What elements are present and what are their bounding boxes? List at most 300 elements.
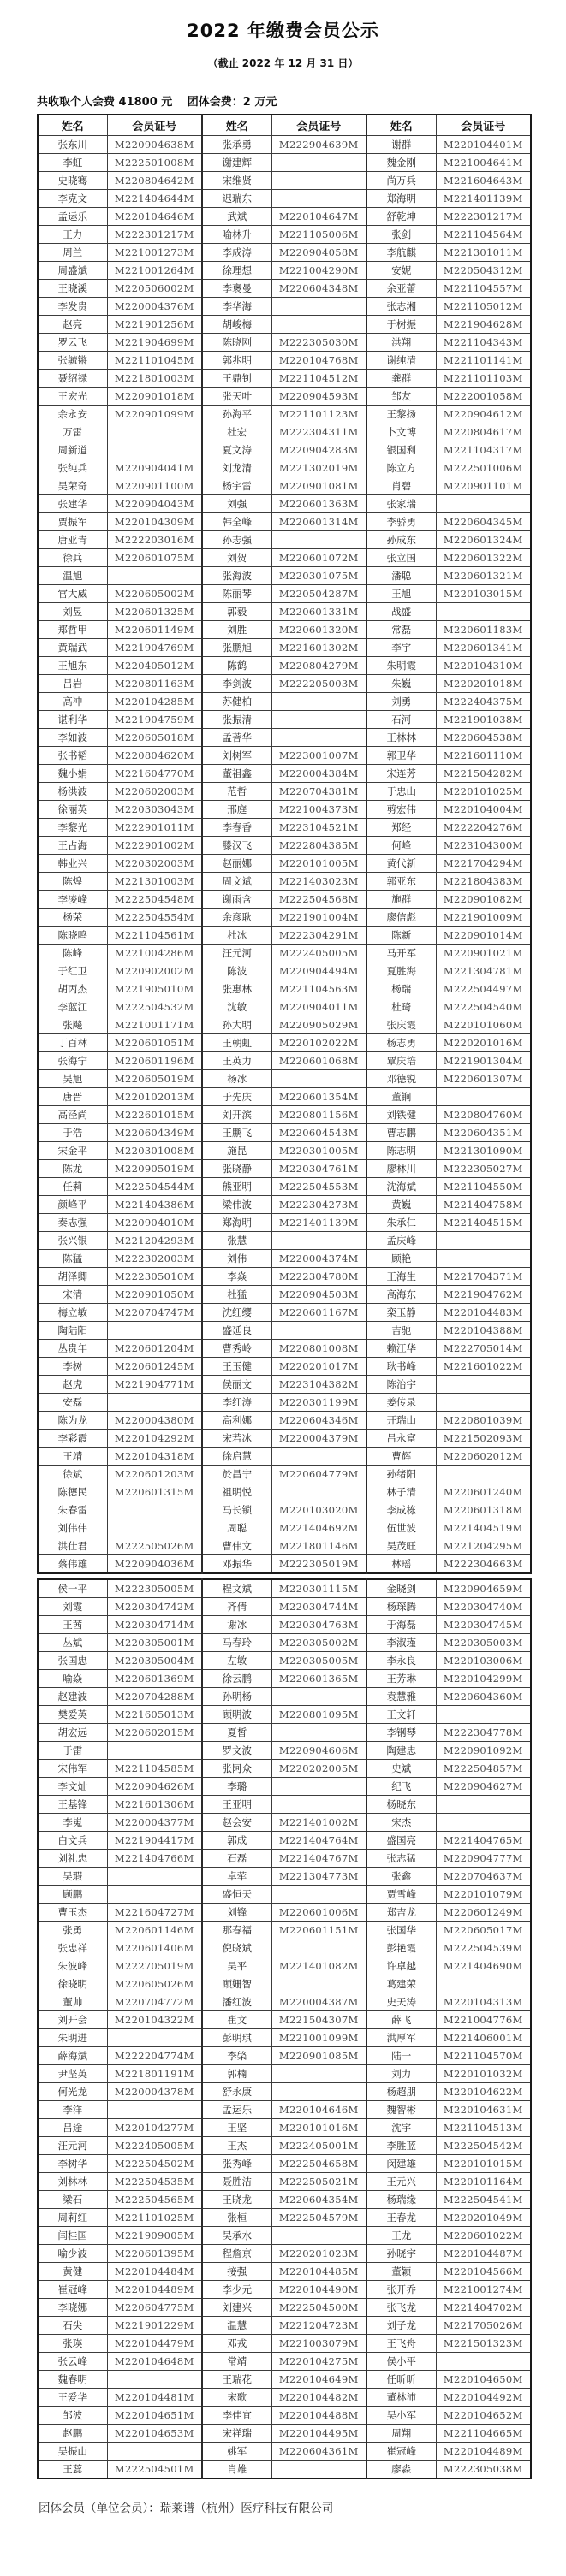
member-id-cell: M220804279M — [271, 657, 366, 675]
member-id-cell: M222901002M — [107, 837, 202, 855]
name-column-header: 姓名 — [202, 115, 271, 136]
member-row — [38, 729, 531, 747]
member-name-cell: 纪飞 — [366, 1778, 436, 1796]
member-name-cell: 张阿众 — [202, 1760, 271, 1778]
member-row — [38, 1706, 531, 1724]
member-name-cell: 张惠林 — [202, 980, 271, 998]
member-name-cell: 薛海斌 — [38, 2047, 107, 2065]
member-id-cell: M222504565M — [107, 2191, 202, 2209]
member-id-cell: M221404765M — [436, 1832, 531, 1850]
member-id-cell: M222204276M — [436, 819, 531, 837]
member-id-cell: M220601307M — [436, 1070, 531, 1088]
member-row — [38, 855, 531, 873]
member-name-cell: 王力 — [38, 226, 107, 244]
member-id-cell: M220604348M — [271, 280, 366, 298]
member-id-cell — [271, 531, 366, 549]
member-name-cell: 高海东 — [366, 1286, 436, 1304]
member-name-cell: 赵亮 — [38, 316, 107, 334]
member-name-cell: 吴小军 — [366, 2407, 436, 2425]
member-name-cell: 吕岩 — [38, 675, 107, 693]
member-name-cell: 徐理想 — [202, 262, 271, 280]
member-name-cell: 廖信彪 — [366, 909, 436, 927]
member-id-cell: M220101079M — [436, 1886, 531, 1904]
member-name-cell: 孟运乐 — [202, 2101, 271, 2119]
member-name-cell: 刘林林 — [38, 2173, 107, 2191]
member-id-cell: M220301075M — [271, 567, 366, 585]
member-name-cell: 盛延良 — [202, 1322, 271, 1340]
member-name-cell: 刘昱 — [38, 603, 107, 621]
member-name-cell: 王元兴 — [366, 2173, 436, 2191]
member-name-cell: 谢建辉 — [202, 154, 271, 172]
member-id-cell: M220804760M — [436, 1106, 531, 1124]
member-id-cell: M222505026M — [107, 1537, 202, 1555]
member-name-cell: 刘铁健 — [366, 1106, 436, 1124]
member-name-cell: 张振清 — [202, 711, 271, 729]
member-id-cell: M220604538M — [436, 729, 531, 747]
member-name-cell: 曹秀岭 — [202, 1340, 271, 1358]
member-name-cell: 张国华 — [366, 1922, 436, 1939]
member-id-cell: M222504568M — [271, 891, 366, 909]
member-row — [38, 2137, 531, 2155]
member-id-cell: M220905029M — [271, 1016, 366, 1034]
member-name-cell: 王蕊 — [38, 2461, 107, 2479]
member-id-cell: M222504500M — [271, 2299, 366, 2317]
member-name-cell: 陈晓鸣 — [38, 927, 107, 945]
member-name-cell: 顾艳 — [366, 1250, 436, 1268]
member-name-cell: 李成栋 — [366, 1501, 436, 1519]
member-name-cell: 赵会安 — [202, 1814, 271, 1832]
member-name-cell: 陈波 — [202, 962, 271, 980]
member-id-cell: M220104322M — [107, 2011, 202, 2029]
member-name-cell: 谢群 — [366, 136, 436, 154]
member-id-cell: M222504502M — [107, 2155, 202, 2173]
member-id-cell: M220601395M — [107, 2245, 202, 2263]
member-id-cell: M220102022M — [271, 1034, 366, 1052]
member-name-cell: 刘锋 — [202, 1904, 271, 1922]
member-name-cell: 郭亚东 — [366, 873, 436, 891]
member-id-cell: M220104479M — [107, 2335, 202, 2353]
member-row — [38, 1430, 531, 1448]
member-row — [38, 1868, 531, 1886]
member-id-cell: M220104646M — [107, 208, 202, 226]
member-name-cell: 林子清 — [366, 1483, 436, 1501]
member-name-cell: 沈红缨 — [202, 1304, 271, 1322]
member-name-cell: 齐倩 — [202, 1598, 271, 1616]
member-id-cell: M220804617M — [436, 423, 531, 441]
member-id-cell — [271, 1975, 366, 1993]
member-name-cell: 沈敏 — [202, 998, 271, 1016]
member-id-cell: M222504540M — [436, 998, 531, 1016]
member-name-cell: 蔡伟雄 — [38, 1555, 107, 1574]
member-id-cell: M220104490M — [271, 2281, 366, 2299]
member-id-cell: M220904494M — [271, 962, 366, 980]
member-id-cell: M221605013M — [107, 1706, 202, 1724]
member-name-cell: 魏小娟 — [38, 765, 107, 783]
member-name-cell: 张立国 — [366, 549, 436, 567]
member-id-cell: M221101141M — [436, 352, 531, 370]
member-row — [38, 1286, 531, 1304]
member-row — [38, 819, 531, 837]
member-name-cell: 王杰 — [202, 2137, 271, 2155]
member-id-cell: M220601068M — [271, 1052, 366, 1070]
member-name-cell: 姚军 — [202, 2443, 271, 2461]
member-id-cell: M220301005M — [271, 1142, 366, 1160]
member-name-cell: 武斌 — [202, 208, 271, 226]
member-id-cell: M220004378M — [107, 2083, 202, 2101]
member-row — [38, 747, 531, 765]
member-name-cell: 刘开会 — [38, 2011, 107, 2029]
member-row — [38, 2245, 531, 2263]
member-name-cell: 于雷 — [38, 1742, 107, 1760]
member-name-cell: 石河 — [366, 711, 436, 729]
member-name-cell: 于树振 — [366, 316, 436, 334]
member-id-cell: M220104492M — [436, 2389, 531, 2407]
member-name-cell: 任昕昕 — [366, 2371, 436, 2389]
member-row — [38, 2065, 531, 2083]
member-id-cell: M221101103M — [436, 370, 531, 388]
member-name-cell: 喻焱 — [38, 1670, 107, 1688]
member-id-cell: M220601318M — [436, 1501, 531, 1519]
member-row — [38, 136, 531, 154]
member-name-cell: 舒乾坤 — [366, 208, 436, 226]
member-name-cell: 谢雨含 — [202, 891, 271, 909]
member-id-cell: M221601306M — [107, 1796, 202, 1814]
member-name-cell: 胡丙杰 — [38, 980, 107, 998]
member-id-cell: M220304763M — [271, 1616, 366, 1634]
member-name-cell: 郑经 — [366, 819, 436, 837]
member-row — [38, 406, 531, 423]
member-id-cell: M220103006M — [436, 1652, 531, 1670]
member-id-cell: M220601051M — [107, 1034, 202, 1052]
member-name-cell: 秦志强 — [38, 1214, 107, 1232]
member-id-cell: M220901100M — [107, 477, 202, 495]
member-row — [38, 783, 531, 801]
member-id-cell — [271, 1796, 366, 1814]
member-name-cell: 邹波 — [38, 2407, 107, 2425]
member-name-cell: 史斌 — [366, 1760, 436, 1778]
member-id-cell: M221404766M — [107, 1850, 202, 1868]
member-name-cell: 张忠祥 — [38, 1939, 107, 1957]
member-name-cell: 祖明悦 — [202, 1483, 271, 1501]
member-row — [38, 1483, 531, 1501]
member-name-cell: 张晓静 — [202, 1160, 271, 1178]
member-table-2 — [37, 1578, 532, 2479]
member-name-cell: 龚群 — [366, 370, 436, 388]
member-name-cell: 李剑波 — [202, 675, 271, 693]
member-row — [38, 1832, 531, 1850]
member-id-cell: M221801191M — [107, 2065, 202, 2083]
member-id-cell: M220602012M — [436, 1448, 531, 1466]
member-id-cell — [436, 495, 531, 513]
member-id-cell: M220104484M — [107, 2263, 202, 2281]
member-id-cell: M221404515M — [436, 1214, 531, 1232]
member-id-cell: M222705014M — [436, 1340, 531, 1358]
member-id-cell: M220904638M — [107, 136, 202, 154]
member-id-cell: M222504535M — [107, 2173, 202, 2191]
member-name-cell: 杨志勇 — [366, 1034, 436, 1052]
member-name-cell: 陈龙 — [38, 1160, 107, 1178]
member-id-cell: M220604351M — [436, 1124, 531, 1142]
member-id-cell: M220304742M — [107, 1598, 202, 1616]
member-name-cell: 张勇 — [38, 1922, 107, 1939]
member-name-cell: 张志猛 — [366, 1850, 436, 1868]
member-name-cell: 宋连芳 — [366, 765, 436, 783]
member-id-cell: M220904010M — [107, 1214, 202, 1232]
member-id-cell: M220101015M — [436, 2155, 531, 2173]
member-row — [38, 2407, 531, 2425]
member-name-cell: 王芳琳 — [366, 1670, 436, 1688]
member-id-cell — [107, 423, 202, 441]
member-id-cell: M220704381M — [271, 783, 366, 801]
member-id-cell: M221904771M — [107, 1376, 202, 1394]
member-name-cell: 王龙 — [366, 2227, 436, 2245]
member-name-cell: 盛国亮 — [366, 1832, 436, 1850]
member-id-cell: M220604354M — [271, 2191, 366, 2209]
member-name-cell: 胡峻梅 — [202, 316, 271, 334]
member-id-cell: M222304663M — [436, 1555, 531, 1574]
member-id-cell: M221304781M — [436, 962, 531, 980]
member-name-cell: 王亚明 — [202, 1796, 271, 1814]
member-name-cell: 吉驰 — [366, 1322, 436, 1340]
member-id-cell: M222504544M — [107, 1178, 202, 1196]
member-id-cell: M223104300M — [436, 837, 531, 855]
member-name-cell: 聂绍禄 — [38, 370, 107, 388]
member-name-cell: 邓戎 — [202, 2335, 271, 2353]
member-id-cell: M220305002M — [271, 1634, 366, 1652]
member-name-cell: 夏胜海 — [366, 962, 436, 980]
member-id-cell — [436, 1466, 531, 1483]
member-row — [38, 513, 531, 531]
member-id-cell: M220605017M — [436, 1922, 531, 1939]
member-id-cell: M220104566M — [436, 2263, 531, 2281]
member-id-cell: M221604727M — [107, 1904, 202, 1922]
member-id-cell: M221104557M — [436, 280, 531, 298]
member-name-cell: 张书韬 — [38, 747, 107, 765]
member-id-cell: M220904036M — [107, 1555, 202, 1574]
member-name-cell: 温旭 — [38, 567, 107, 585]
member-id-cell: M221901304M — [436, 1052, 531, 1070]
member-id-cell: M220904606M — [271, 1742, 366, 1760]
member-id-cell: M221704371M — [436, 1268, 531, 1286]
member-id-cell: M221001274M — [436, 2281, 531, 2299]
member-id-cell: M223104382M — [271, 1376, 366, 1394]
member-id-cell: M220104652M — [436, 2407, 531, 2425]
member-id-cell: M221901004M — [271, 909, 366, 927]
member-row — [38, 1850, 531, 1868]
member-id-cell — [107, 2101, 202, 2119]
member-name-cell: 赖江华 — [366, 1340, 436, 1358]
member-name-cell: 张兴银 — [38, 1232, 107, 1250]
member-id-cell: M220601354M — [271, 1088, 366, 1106]
member-name-cell: 王鼎钊 — [202, 370, 271, 388]
member-id-cell: M220901018M — [107, 388, 202, 406]
member-name-cell: 魏春明 — [38, 2371, 107, 2389]
member-id-cell — [436, 1088, 531, 1106]
member-id-cell: M222305005M — [107, 1579, 202, 1598]
member-name-cell: 王林林 — [366, 729, 436, 747]
member-row — [38, 334, 531, 352]
member-id-column-header: 会员证号 — [271, 115, 366, 136]
member-row — [38, 2281, 531, 2299]
member-id-cell: M220601315M — [107, 1483, 202, 1501]
member-id-cell: M220104649M — [271, 2371, 366, 2389]
member-id-cell — [436, 1975, 531, 1993]
member-name-cell: 郭成 — [202, 1832, 271, 1850]
member-id-cell: M222504532M — [107, 998, 202, 1016]
member-name-cell: 王宏光 — [38, 388, 107, 406]
member-name-cell: 王晓溪 — [38, 280, 107, 298]
member-name-cell: 吴旭 — [38, 1070, 107, 1088]
member-name-cell: 刘建兴 — [202, 2299, 271, 2317]
member-name-cell: 罗文波 — [202, 1742, 271, 1760]
member-name-cell: 吕途 — [38, 2119, 107, 2137]
member-name-cell: 郭毅 — [202, 603, 271, 621]
member-row — [38, 1232, 531, 1250]
member-id-cell: M220305001M — [107, 1634, 202, 1652]
member-name-cell: 张鹏旭 — [202, 639, 271, 657]
member-id-cell: M220104487M — [436, 2245, 531, 2263]
member-id-cell: M220604346M — [271, 1412, 366, 1430]
member-id-cell: M220601406M — [107, 1939, 202, 1957]
member-row — [38, 765, 531, 783]
member-name-cell: 张庆霞 — [366, 1016, 436, 1034]
member-name-cell: 杨冰 — [202, 1070, 271, 1088]
member-name-cell: 马长锁 — [202, 1501, 271, 1519]
member-id-cell: M220104310M — [436, 657, 531, 675]
member-id-cell: M220904777M — [436, 1850, 531, 1868]
member-name-cell: 杨瑞 — [366, 980, 436, 998]
member-name-cell: 朱明霞 — [366, 657, 436, 675]
member-name-cell: 刘子龙 — [366, 2317, 436, 2335]
member-name-cell: 曹辉 — [366, 1448, 436, 1466]
member-name-cell: 孙志强 — [202, 531, 271, 549]
member-name-cell: 曹志鹏 — [366, 1124, 436, 1142]
member-id-cell: M221401082M — [271, 1957, 366, 1975]
member-name-cell: 陈志明 — [366, 1142, 436, 1160]
member-id-cell — [271, 172, 366, 190]
member-name-cell: 汪元河 — [38, 2137, 107, 2155]
member-name-cell: 王海生 — [366, 1268, 436, 1286]
member-row — [38, 1142, 531, 1160]
member-name-cell: 杜冰 — [202, 927, 271, 945]
member-id-cell: M220601245M — [107, 1358, 202, 1376]
member-name-cell: 尚万兵 — [366, 172, 436, 190]
member-name-cell: 黄瑞武 — [38, 639, 107, 657]
member-row — [38, 1322, 531, 1340]
member-row — [38, 1448, 531, 1466]
member-id-cell: M221105012M — [436, 298, 531, 316]
header-row — [38, 115, 531, 136]
member-name-cell: 王坚 — [202, 2119, 271, 2137]
member-id-cell: M220104488M — [271, 2407, 366, 2425]
member-row — [38, 1598, 531, 1616]
member-id-cell: M222205003M — [271, 675, 366, 693]
member-id-cell: M220004384M — [271, 765, 366, 783]
member-name-cell: 陈立方 — [366, 459, 436, 477]
member-id-cell: M220801008M — [271, 1340, 366, 1358]
member-name-cell: 闵建雄 — [366, 2155, 436, 2173]
member-id-cell: M221104665M — [436, 2425, 531, 2443]
member-id-cell: M220304761M — [271, 1160, 366, 1178]
member-id-cell: M221404690M — [436, 1957, 531, 1975]
member-name-cell: 李嵬 — [38, 1814, 107, 1832]
member-name-cell: 孙明杨 — [202, 1688, 271, 1706]
member-name-cell: 倪晓斌 — [202, 1939, 271, 1957]
member-id-cell: M220504312M — [436, 262, 531, 280]
member-id-cell: M222904639M — [271, 136, 366, 154]
member-name-cell: 伍世波 — [366, 1519, 436, 1537]
member-id-cell — [271, 316, 366, 334]
member-id-cell: M221804383M — [436, 873, 531, 891]
member-name-cell: 喻林升 — [202, 226, 271, 244]
member-row — [38, 1124, 531, 1142]
member-name-cell: 李永良 — [366, 1652, 436, 1670]
member-name-cell: 梅立敏 — [38, 1304, 107, 1322]
member-name-cell: 郭卫华 — [366, 747, 436, 765]
member-id-cell: M221904699M — [107, 334, 202, 352]
member-name-cell: 任莉 — [38, 1178, 107, 1196]
member-name-cell: 何光龙 — [38, 2083, 107, 2101]
member-id-cell: M221004776M — [436, 2011, 531, 2029]
member-id-cell — [271, 2227, 366, 2245]
member-name-cell: 李焱 — [202, 1268, 271, 1286]
member-id-cell: M220604345M — [436, 513, 531, 531]
member-id-cell — [107, 1742, 202, 1760]
member-id-cell: M221601110M — [436, 747, 531, 765]
member-id-cell: M220104277M — [107, 2119, 202, 2137]
member-id-cell: M221001099M — [271, 2029, 366, 2047]
member-name-cell: 余永安 — [38, 406, 107, 423]
member-id-cell: M220201018M — [436, 675, 531, 693]
member-name-cell: 谢冰 — [202, 1616, 271, 1634]
member-name-cell: 孟菩华 — [202, 729, 271, 747]
member-id-column-header: 会员证号 — [107, 115, 202, 136]
member-id-cell: M221404519M — [436, 1519, 531, 1537]
member-name-cell: 李骄勇 — [366, 513, 436, 531]
member-id-cell — [271, 729, 366, 747]
member-row — [38, 1052, 531, 1070]
member-name-cell: 陈丽琴 — [202, 585, 271, 603]
member-id-cell: M221003079M — [271, 2335, 366, 2353]
member-id-cell: M220904593M — [271, 388, 366, 406]
member-name-cell: 曹玉杰 — [38, 1904, 107, 1922]
member-name-cell: 于忠山 — [366, 783, 436, 801]
member-row — [38, 2029, 531, 2047]
member-name-cell: 于先庆 — [202, 1088, 271, 1106]
member-row — [38, 945, 531, 962]
member-id-cell: M220604360M — [436, 1688, 531, 1706]
member-name-cell: 杨瑞缘 — [366, 2191, 436, 2209]
member-name-cell: 孙大明 — [202, 1016, 271, 1034]
member-name-cell: 王占海 — [38, 837, 107, 855]
member-id-cell: M220601203M — [107, 1466, 202, 1483]
member-row — [38, 1670, 531, 1688]
member-name-cell: 陈鹤 — [202, 657, 271, 675]
member-id-cell: M222804385M — [271, 837, 366, 855]
member-id-cell: M222204774M — [107, 2047, 202, 2065]
member-id-cell: M222304780M — [271, 1268, 366, 1286]
member-id-cell: M221004286M — [107, 945, 202, 962]
member-name-cell: 李凌峰 — [38, 891, 107, 909]
member-name-cell: 刘勇 — [366, 693, 436, 711]
member-name-cell: 宋维贤 — [202, 172, 271, 190]
member-name-cell: 李淑瑾 — [366, 1634, 436, 1652]
member-name-cell: 罗云飞 — [38, 334, 107, 352]
member-id-cell: M221905010M — [107, 980, 202, 998]
member-id-cell — [436, 1814, 531, 1832]
member-id-cell: M221901229M — [107, 2317, 202, 2335]
member-id-cell — [271, 711, 366, 729]
